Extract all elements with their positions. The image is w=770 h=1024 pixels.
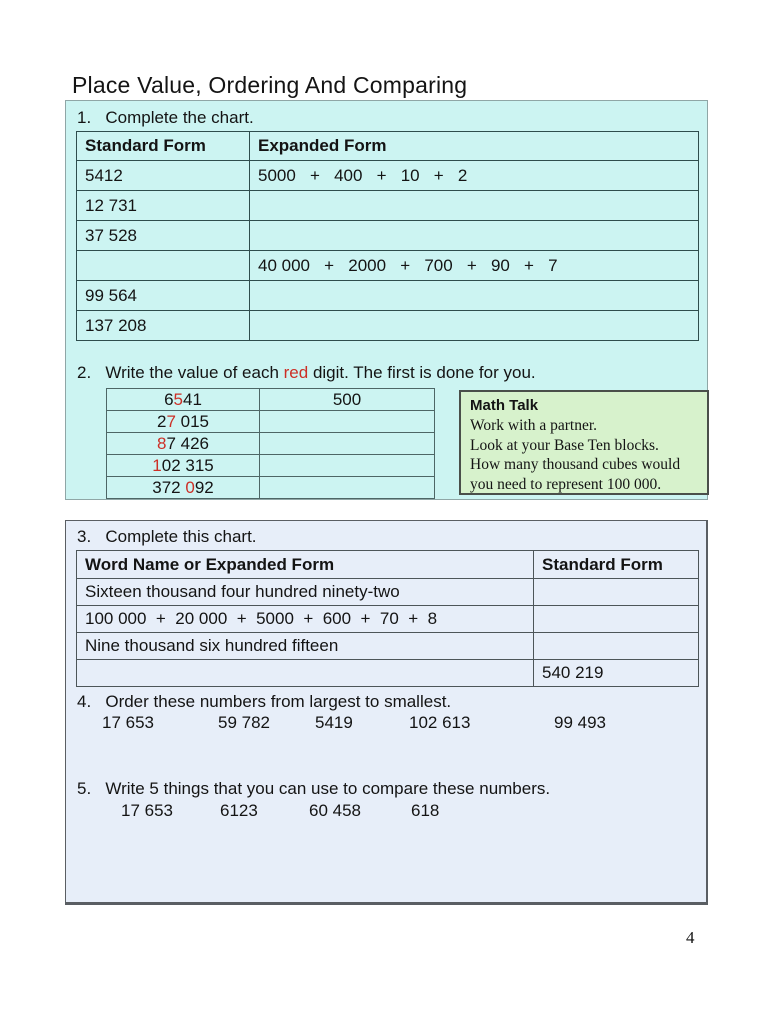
q3-cell-word: [77, 660, 534, 687]
table-row: [107, 411, 435, 433]
q2-cell-number: [107, 455, 260, 477]
q2-cell-number: [107, 411, 260, 433]
q1-cell-standard: 5412: [77, 161, 250, 191]
q2-cell-value: [260, 477, 435, 499]
table-row: [77, 221, 699, 251]
q2-cell-number: [107, 433, 260, 455]
q3-header-word: Word Name or Expanded Form: [77, 551, 534, 579]
digit-red: 5: [173, 389, 183, 409]
q1-cell-expanded: [250, 281, 699, 311]
q2-prompt-after: digit. The first is done for you.: [308, 363, 536, 382]
q2-prompt-red-word: red: [283, 363, 309, 382]
digit-black: 372: [152, 477, 186, 497]
q4-number: 59 782: [218, 713, 270, 732]
table-row: [107, 433, 435, 455]
q2-cell-value: [260, 433, 435, 455]
digit-black: 02 315: [161, 455, 214, 475]
q1-prompt: 1. Complete the chart.: [77, 108, 254, 127]
q3-cell-word: Nine thousand six hundred fifteen: [77, 633, 534, 660]
math-talk-line: Look at your Base Ten blocks.: [470, 436, 659, 454]
q1-cell-standard: 37 528: [77, 221, 250, 251]
section-box-2: [65, 520, 708, 905]
q1-cell-standard: [77, 251, 250, 281]
table-row: [77, 161, 699, 191]
table-row: [77, 251, 699, 281]
math-talk-title: Math Talk: [470, 397, 539, 414]
q3-cell-standard: 540 219: [534, 660, 699, 687]
digit-black: 6: [164, 389, 174, 409]
q4-prompt: 4. Order these numbers from largest to smallest.: [77, 692, 452, 711]
q1-header-standard: Standard Form: [77, 132, 250, 161]
table-row: [77, 606, 699, 633]
q1-cell-standard: 137 208: [77, 311, 250, 341]
digit-black: 7 426: [166, 433, 209, 453]
q3-header-row: [77, 551, 699, 579]
table-row: [77, 660, 699, 687]
q1-cell-expanded: [250, 191, 699, 221]
q2-cell-number: [107, 389, 260, 411]
digit-red: 1: [152, 455, 162, 475]
digit-black: 015: [175, 411, 210, 431]
q2-prompt-before: 2. Write the value of each: [77, 363, 284, 382]
math-talk-box: [459, 390, 709, 495]
digit-black: 41: [183, 389, 202, 409]
q3-cell-word: Sixteen thousand four hundred ninety-two: [77, 579, 534, 606]
table-row: [77, 579, 699, 606]
q4-number: 5419: [315, 713, 353, 732]
q3-cell-standard: [534, 633, 699, 660]
q4-number: 102 613: [409, 713, 471, 732]
q2-cell-number: [107, 477, 260, 499]
q2-cell-value: 500: [260, 389, 435, 411]
digit-black: 92: [194, 477, 214, 497]
q2-table: [106, 388, 435, 499]
q3-cell-standard: [534, 606, 699, 633]
q1-header-expanded: Expanded Form: [250, 132, 699, 161]
q1-cell-expanded: 40 000 + 2000 + 700 + 90 + 7: [250, 251, 699, 281]
q3-prompt: 3. Complete this chart.: [77, 527, 257, 546]
q1-table: [76, 131, 699, 341]
q3-table: [76, 550, 699, 687]
page-title: Place Value, Ordering And Comparing: [72, 72, 468, 98]
math-talk-line: How many thousand cubes would: [470, 456, 681, 474]
q5-number: 17 653: [121, 801, 173, 820]
q5-prompt: 5. Write 5 things that you can use to compare these numbers.: [77, 779, 551, 798]
table-row: [77, 633, 699, 660]
q5-number-list: [66, 801, 706, 823]
q1-cell-expanded: 5000 + 400 + 10 + 2: [250, 161, 699, 191]
q4-number: 99 493: [554, 713, 606, 732]
table-row: [77, 311, 699, 341]
q3-header-standard: Standard Form: [534, 551, 699, 579]
digit-red: 0: [185, 477, 195, 497]
digit-red: 7: [166, 411, 176, 431]
table-row: [107, 477, 435, 499]
page-number: 4: [686, 928, 695, 947]
q4-number: 17 653: [102, 713, 154, 732]
q1-cell-standard: 12 731: [77, 191, 250, 221]
section-box-1: [65, 100, 708, 500]
q2-cell-value: [260, 411, 435, 433]
table-row: [77, 281, 699, 311]
table-row: [107, 455, 435, 477]
q1-cell-standard: 99 564: [77, 281, 250, 311]
q1-cell-expanded: [250, 221, 699, 251]
digit-red: 8: [156, 433, 167, 453]
q3-cell-word: 100 000 + 20 000 + 5000 + 600 + 70 + 8: [77, 606, 534, 633]
math-talk-line: you need to represent 100 000.: [470, 476, 662, 494]
q3-cell-standard: [534, 579, 699, 606]
q1-header-row: [77, 132, 699, 161]
q2-cell-value: [260, 455, 435, 477]
q4-number-list: [66, 713, 706, 735]
q1-cell-expanded: [250, 311, 699, 341]
q5-number: 618: [411, 801, 440, 820]
table-row: [107, 389, 435, 411]
table-row: [77, 191, 699, 221]
digit-black: 2: [156, 411, 167, 431]
q5-number: 6123: [220, 801, 258, 820]
q5-number: 60 458: [309, 801, 361, 820]
q2-prompt: [77, 363, 536, 383]
math-talk-line: Work with a partner.: [470, 417, 598, 434]
